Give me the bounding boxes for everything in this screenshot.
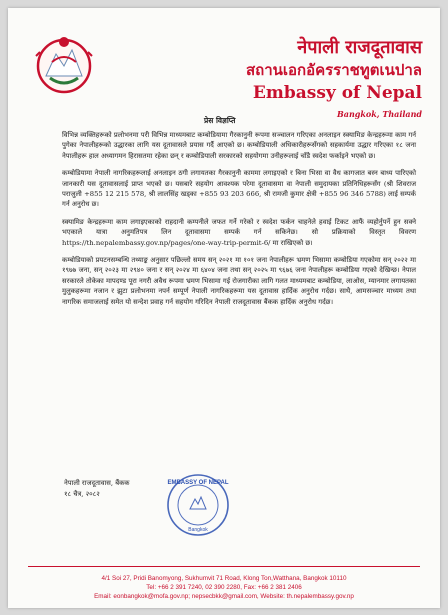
stamp-city: Bangkok bbox=[188, 527, 208, 533]
paragraph-4: कम्बोडियाको प्रयटनसम्बन्धि तथ्याङ्क अनुसार पछिल्लो समय सन् २०२१ मा १०१ जना नेपालीहरू भ्रमण भिसामा कम्बोडिया गएकोमा सन् २०२२ मा १९७७ जना, सन् २०२३ मा २९४० जना र सन् २०२४ मा ६४०४ जना तथा सन् २०२५ मा ९६७६ जना नेपालीहरू कम्बोडिया गएको देखिन्छ। नेपाल सरकारले तोकेका मापदण्ड पूरा नगरी अवैध रूपमा भ्रमण भिसामा गई रोजगारीका लागि गलत माध्यमबाट कम्बोडिया, लाओस, म्यानमार लगायतका मुलुकहरूमा नजान र झुटा प्रलोभनमा नपर्न सम्पूर्ण नेपाली नागरिकहरूमा यस दूतावास हार्दिक अनुरोध गर्दछ। साथै, आमसञ्चार माध्यम तथा नागरिक समाजलाई समेत यो सन्देश प्रवाह गर्न सहयोग गरिदिन नेपाली राजदूतावास बैंकक हार्दिक अनुरोध गर्दछ। bbox=[62, 256, 416, 306]
paragraph-1: विभिन्न व्यक्तिहरूको प्रलोभनमा परी विभिन्न माध्यमबाट कम्बोडियामा गैरकानुनी रूपमा सञ्चालन गरिएका अनलाइन स्क्यामिङ केन्द्रहरूमा काम गर्न पुगेका नेपालीहरूको उद्धारका लागि यस दूतावासले प्रयास गर्दै आएको छ। कम्बोडियाली अधिकारीहरूसँगको सहकार्यमा उद्धार गरिएका १८ जना नेपालीहरू हाल अध्यागमन हिरासतमा रहेका छन् र कम्बोडियाली सरकारको सहयोगमा उनीहरूलाई चाँडै स्वदेश फर्काइने भएको छ। bbox=[62, 131, 416, 160]
press-release-heading: प्रेस विज्ञप्ति bbox=[204, 116, 236, 125]
footer-phone: Tel: +66 2 391 7240, 02 390 2280, Fax: +66 2 381 2406 bbox=[146, 584, 302, 591]
footer-divider bbox=[28, 566, 420, 567]
nepal-emblem-icon bbox=[32, 32, 96, 96]
footer-email: Email: eonbangkok@mofa.gov.np; nepsecbkk@gmail.com, Website: th.nepalembassy.gov.np bbox=[94, 593, 354, 600]
embassy-title-thai: สถานเอกอัครราชทูตเนปาล bbox=[245, 61, 422, 79]
embassy-city: Bangkok, Thailand bbox=[337, 109, 422, 119]
signature-block bbox=[64, 478, 130, 499]
embassy-title-english: Embassy of Nepal bbox=[252, 83, 422, 103]
press-release-page bbox=[8, 8, 440, 608]
signature-organisation: नेपाली राजदूतावास, बैंकक bbox=[64, 479, 130, 487]
footer-contact bbox=[8, 574, 440, 601]
press-release-body bbox=[62, 130, 416, 314]
embassy-title-nepali: नेपाली राजदूतावास bbox=[297, 37, 422, 58]
footer-address: 4/1 Soi 27, Pridi Banomyong, Sukhumvit 71 Road, Klong Ton,Watthana, Bangkok 10110 bbox=[101, 575, 347, 582]
letterhead bbox=[162, 38, 422, 119]
stamp-text: EMBASSY OF NEPAL bbox=[167, 480, 229, 486]
paragraph-2: कम्बोडियामा नेपाली नागरिकहरूलाई अनलाइन ठगी लगायतका गैरकानुनी काममा लगाइएको र बिना भिसा वा वैध कागजात बस्न बाध्य पारिएको जानकारी यस दूतावासलाई प्राप्त भएको छ। यसबारे सहयोग आवश्यक परेमा दूतावासमा वा नेपाली समुदायका प्रतिनिधिहरूसँग (श्री शिवराज पराजुली +855 12 215 578, श्री लालसिंह खड्का +855 93 203 666, श्री रामजी कुमार क्षेत्री +855 96 346 5788) लाई सम्पर्क गर्न अनुरोध छ। bbox=[62, 169, 416, 209]
paragraph-3: स्क्यामिङ केन्द्रहरूमा काम लगाइएकाको राहदानी कम्पनीले जफत गर्ने गरेको र स्वदेश फर्कन चाहनेले हवाई टिकट आफैं व्यहोर्नुपर्ने हुन सक्ने भएकाले यात्रा अनुमतिपत्र लिन दूतावासमा सम्पर्क गर्न सकिनेछ। सो प्रक्रियाको विस्तृत विवरण https://th.nepalembassy.gov.np/pages/one-way-trip-permit-6/ मा राखिएको छ। bbox=[62, 217, 416, 247]
signature-date: १८ चैत्र, २०८२ bbox=[64, 489, 100, 498]
embassy-seal-stamp bbox=[164, 471, 232, 539]
